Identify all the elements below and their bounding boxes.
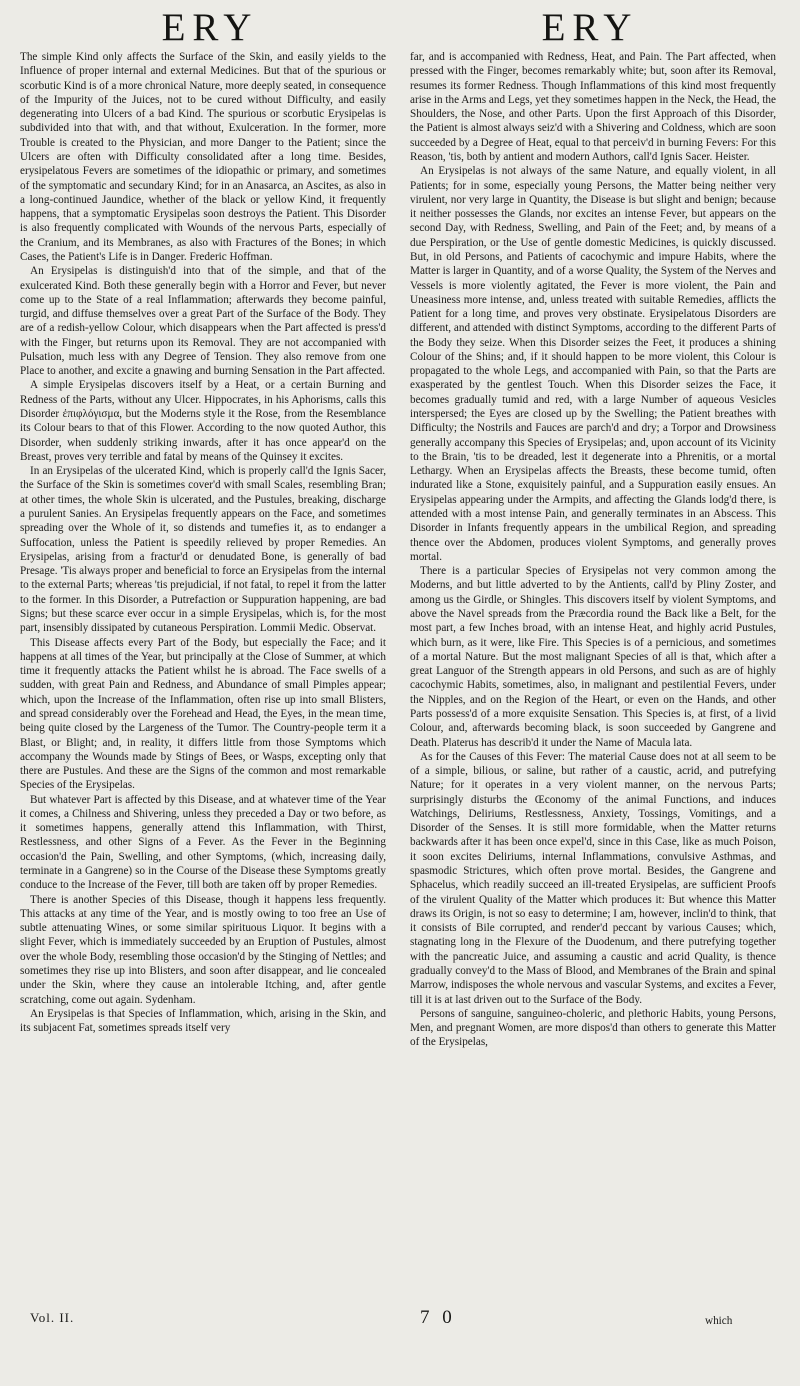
paragraph: far, and is accompanied with Redness, Heat, and Pain. The Part affected, when pressed with the Finger, becomes remarkably white; but, soon after its Removal, resumes its former Redness. Though Inflammations of this kind most frequently arise in the Arms and Legs, yet they sometimes happen in the Neck, the Head, the Shoulders, the Nose, and other Parts. Upon the first Approach of this Disorder, the Patient is almost always seiz'd with a Shivering and Coldness, which are soon succeeded by a Degree of Heat, equal to that perceiv'd in burning Fevers: For this Reason, 'tis, both by antient and modern Authors, call'd Ignis Sacer. Heister.: [410, 51, 776, 163]
paragraph: This Disease affects every Part of the Body, but especially the Face; and it happens at all times of the Year, but principally at the Close of Summer, at which time it frequently attacks the Patient whilst he is abroad. The Face swells of a sudden, with great Pain and Redness, and Abundance of small Pimples appear; which, upon the Increase of the Inflammation, often rise up into small Blisters, and spread considerably over the Forehead and Head, the Eyes, in the mean time, being quite closed by the Largeness of the Tumor. The Country-people term it a Blast, or Blight; and, in reality, it differs little from those Symptoms which accompany the Wounds made by Stings of Bees, or Wasps, excepting only that there are Pustules. And these are the Signs of the common and most remarkable Species of the Erysipelas.: [20, 636, 386, 792]
paragraph: An Erysipelas is distinguish'd into that of the simple, and that of the exulcerated Kind. Both these generally begin with a Horror and Fever, but never come up to the State of a real Inflammation; afterwards they become painful, turgid, and diffuse themselves over a great Part of the Surface of the Body. They are of a redish-yellow Colour, which disappears when the Part affected is press'd with the Finger, but returns upon its Removal. They are not accompanied with Pulsation, much less with any Degree of Tension. They also remove from one Place to another, and excite a gnawing and burning Sensation in the Part affected.: [20, 265, 386, 378]
paragraph: In an Erysipelas of the ulcerated Kind, which is properly call'd the Ignis Sacer, the Surface of the Skin is sometimes cover'd with small Scales, resembling Bran; at other times, the whole Skin is ulcerated, and the Pustules, breaking, discharge a purulent Sanies. An Erysipelas frequently appears on the Face, and sometimes spreading over the Whole of it, so distends and tumefies it, as to endanger a Suffocation, unless the Patient is speedily relieved by proper Remedies. An Erysipelas, arising from a fractur'd or denudated Bone, is generally of bad Presage. 'Tis always proper and beneficial to force an Erysipelas from the internal to the external Parts; whereas 'tis prejudicial, if not fatal, to repel it from the latter to the former. In this Disorder, a Putrefaction or Suppuration happening, are bad Signs; but these scarce ever occur in a simple Erysipelas, which is, for the most part, insensibly dissipated by cutaneous Perspiration. Lommii Medic. Observat.: [20, 465, 387, 635]
paragraph: There is a particular Species of Erysipelas not very common among the Moderns, and but little adverted to by the Antients, call'd by Pliny Zoster, and among us the Girdle, or Shingles. This discovers itself by violent Symptoms, and above the Navel spreads from the Præcordia round the Back like a Belt, for the most part, a few Inches broad, with an intense Heat, and highly acrid Pustules, which burn, as it were, like Fire. This Species is of a pernicious, and sometimes of a mortal Nature. But the most malignant Species of all is that, which after a great Languor of the Strength appears in old Persons, and such as are of highly cacochymic Habits, sometimes, also, in malignant and pestilential Fevers, under the Nipples, and on the Region of the Heart, or even on the Hands, and other Parts possess'd of a more exquisite Sensation. This Species is, at first, of a livid Colour, and, afterwards becoming black, is soon succeeded by Gangrene and Death. Platerus has describ'd it under the Name of Macula lata.: [410, 565, 776, 749]
paragraph: Persons of sanguine, sanguineo-choleric, and plethoric Habits, young Persons, Men, and pregnant Women, are more dispos'd than others to generate this Matter of the Erysipelas,: [410, 1007, 776, 1049]
left-column: [20, 50, 386, 1035]
volume-signature: Vol. II.: [30, 1310, 75, 1325]
page-number: 7 0: [420, 1307, 456, 1328]
right-column: [410, 50, 776, 1050]
paragraph: An Erysipelas is that Species of Inflammation, which, arising in the Skin, and its subjacent Fat, sometimes spreads itself very: [20, 1007, 386, 1035]
paragraph: There is another Species of this Disease, though it happens less frequently. This attacks at any time of the Year, and is mostly owing to too free an Use of subtle attenuating Wines, or some similar spirituous Liquor. It begins with a slight Fever, which is immediately succeeded by an Eruption of Pustules, almost over the whole Body, resembling those occasion'd by the Stinging of Nettles; and sometimes they rise up into Blisters, and soon after disappear, and lie concealed under the Skin, where they cause an intolerable Itching, and, after gentle scratching, come out again. Sydenham.: [20, 893, 386, 1006]
paragraph: As for the Causes of this Fever: The material Cause does not at all seem to be of a simple, bilious, or saline, but rather of a caustic, acrid, and putrefying Nature; for it operates in a very violent manner, on the nervous Parts; surprisingly disturbs the Œconomy of the animal Functions, and induces Watchings, Deliriums, Restlessness, Anxiety, Tossings, Vomitings, and a Disorder of the Senses. It is still more formidable, when the Matter returns backwards after it has been once expel'd, since in this Case, like as much Poison, it soon excites Deliriums, internal Inflammations, convulsive Asthmas, and spasmodic Strictures, which often prove mortal. Besides, the Gangrene and Sphacelus, which readily succeed an ill-treated Erysipelas, are sufficient Proofs of the virulent Quality of the Matter which produces it: But whence this Matter draws its Origin, is not so easy to determine; I am, however, inclin'd to think, that it consists of Bile corrupted, and render'd peccant by various Causes; which, stagnating long in the Flexure of the Duodenum, and there putrefying together with the pancreatic Juice, and assuming a caustic and acrid Quality, is thence gradually convey'd to the Mass of Blood, and Membranes of the Brain and spinal Marrow, indisposes the whole nervous and vascular Systems, and excites a Fever, till it is at last driven out to the Surface of the Body.: [410, 750, 776, 1006]
paragraph: A simple Erysipelas discovers itself by a Heat, or a certain Burning and Redness of the Parts, without any Ulcer. Hippocrates, in his Aphorisms, calls this Disorder ἐπιφλόγισμα, but the Moderns style it the Rose, from the Resemblance its Colour bears to that of this Flower. According to the now quoted Author, this Disorder, when suddenly striking inwards, after it has once appear'd on the Breast, proves very terrible and fatal by means of the Quinsey it excites.: [20, 379, 386, 463]
paragraph: The simple Kind only affects the Surface of the Skin, and easily yields to the Influence of proper internal and external Medicines. But that of the spurious or scorbutic Kind is of a more chronical Nature, more deeply seated, in consequence of the Impurity of the Juices, not to be cured without Difficulty, and easily degenerating into Ulcers of a bad Kind. The spurious or scorbutic Erysipelas is subdivided into that with, and that without, Exulceration. In the former, more Trouble is created to the Physician, and more Danger to the Patient; since the Ulcers are often with Difficulty consolidated after a long time. Besides, erysipelatous Fevers are sometimes of the idiopathic or primary, and sometimes of the symptomatic and secundary Kind; for in an Anasarca, an Ascites, as also in a long-continued Jaundice, whether of the black or yellow Kind, it frequently happens, that a symptomatic Erysipelas soon destroys the Patient. This Disorder is also frequently complicated with Wounds of the nervous Parts, especially of the Cranium, and its Membranes, as also with Fractures of the Bones; in which Cases, the Patient's Life is in Danger. Frederic Hoffman.: [20, 51, 386, 263]
catchword: which: [705, 1315, 733, 1327]
running-head-right: ERY: [541, 6, 639, 49]
paragraph: An Erysipelas is not always of the same Nature, and equally violent, in all Patients; for in some, especially young Persons, the Matter being neither very virulent, nor very large in Quantity, the Disease is but slight and benign; because it neither possesses the Glands, nor excites an intense Fever, but appears on the second Day, with Redness, Swelling, and Pain of the Feet; and, by means of a due Perspiration, or the Use of gentle domestic Medicines, is quickly discussed. But, in old Persons, and Patients of cacochymic and impure Habits, where the Matter is larger in Quantity, and of a worse Quality, the System of the Nerves and Vessels is more violently agitated, the Fever is more violent, the Pain and Uneasiness more intense, and, unless treated with suitable Remedies, afflicts the Patient for a long time, and proves very obstinate. Erysipelatous Disorders are different, and attended with distinct Symptoms, according to the different Parts of the Body they seize. When this Disorder seizes the Feet, it produces a shining Colour of the Shins; and, if it should happen to be more violent, this Colour is propagated to the whole Legs, and accompanied with Pain, so that the Parts are exasperated by the gentlest Touch. When this Disorder seizes the Face, it becomes gradually tumid and red, with a large Number of aqueous Vesicles interspersed; the Eyes are closed up by the Swelling; the Patient breathes with Difficulty; the Nostrils and Fauces are parch'd and dry; a Torpor and Drowsiness generally accompany this Species of Erysipelas; and, upon account of its Vicinity to the Brain, 'tis to be dreaded, lest it degenerate into a Phrenitis, or a mortal Lethargy. When an Erysipelas affects the Breasts, these become tumid, often indurated like a Stone, exquisitely painful, and a Suppuration easily ensues. An Erysipelas appearing under the Armpits, and affecting the Glands lodg'd there, is attended with a most intense Pain, and generally terminates in an Abscess. This Disorder in Infants frequently appears in the umbilical Region, and spreading thence over the Abdomen, produces violent Symptoms, and generally proves mortal.: [410, 165, 776, 563]
paragraph: But whatever Part is affected by this Disease, and at whatever time of the Year it comes, a Chilness and Shivering, unless they preceded a Day or two before, as it sometimes happens, generally attend this Inflammation, with Thirst, Restlessness, and other Signs of a Fever. As the Fever in the Beginning occasion'd the Pain, Swelling, and other Symptoms, (which, increasing daily, terminate in a Gangrene) so in the Course of the Disease these Symptoms greatly conduce to the Increase of the Fever, till both are taken off by proper Remedies.: [20, 793, 386, 892]
running-head-left: ERY: [161, 6, 259, 49]
